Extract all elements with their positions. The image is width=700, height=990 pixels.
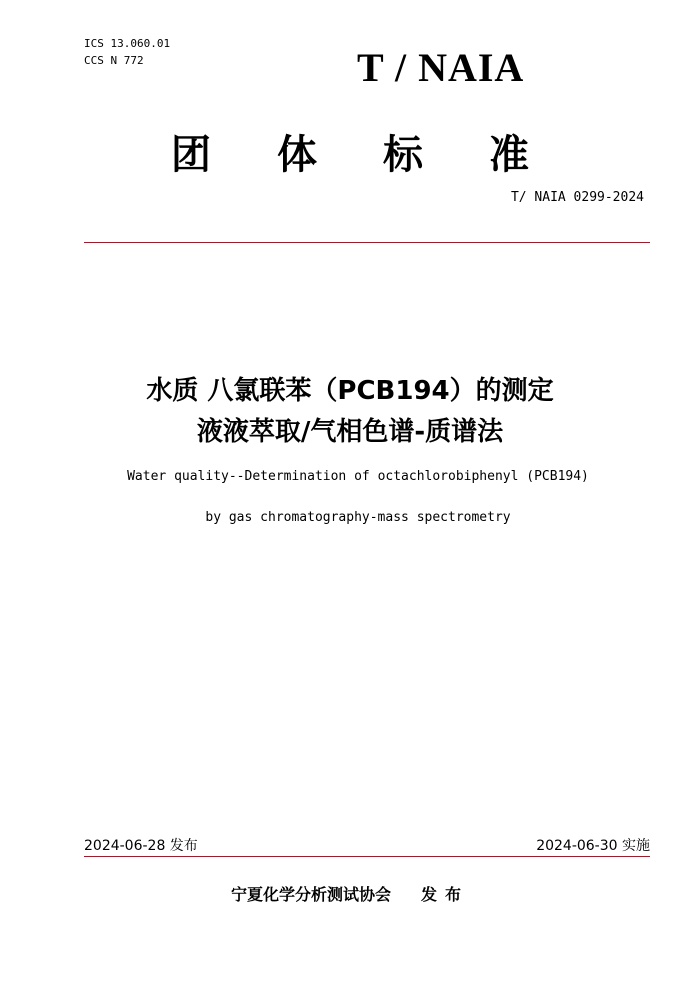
standard-number: T/ NAIA 0299-2024 (510, 190, 644, 205)
bottom-divider (84, 856, 650, 857)
top-divider (84, 242, 650, 243)
publisher-line (0, 884, 700, 906)
ccs-code: CCS N 772 (84, 54, 144, 67)
title-english-line-1: Water quality--Determination of octachlorobiphenyl (PCB194) (127, 469, 589, 484)
standard-type-heading: 团体标准 (171, 132, 595, 178)
org-logo: T / NAIA (357, 45, 525, 90)
title-chinese-line-1: 水质 八氯联苯（PCB194）的测定 (146, 376, 554, 406)
implementation-date: 2024-06-30 实施 (536, 838, 650, 854)
publish-label: 发布 (421, 885, 470, 904)
publisher-name: 宁夏化学分析测试协会 (230, 885, 391, 904)
title-chinese-line-2: 液液萃取/气相色谱-质谱法 (196, 417, 504, 447)
ics-code: ICS 13.060.01 (84, 37, 171, 50)
title-english-line-2: by gas chromatography-mass spectrometry (205, 510, 511, 525)
issue-date: 2024-06-28 发布 (84, 838, 198, 854)
